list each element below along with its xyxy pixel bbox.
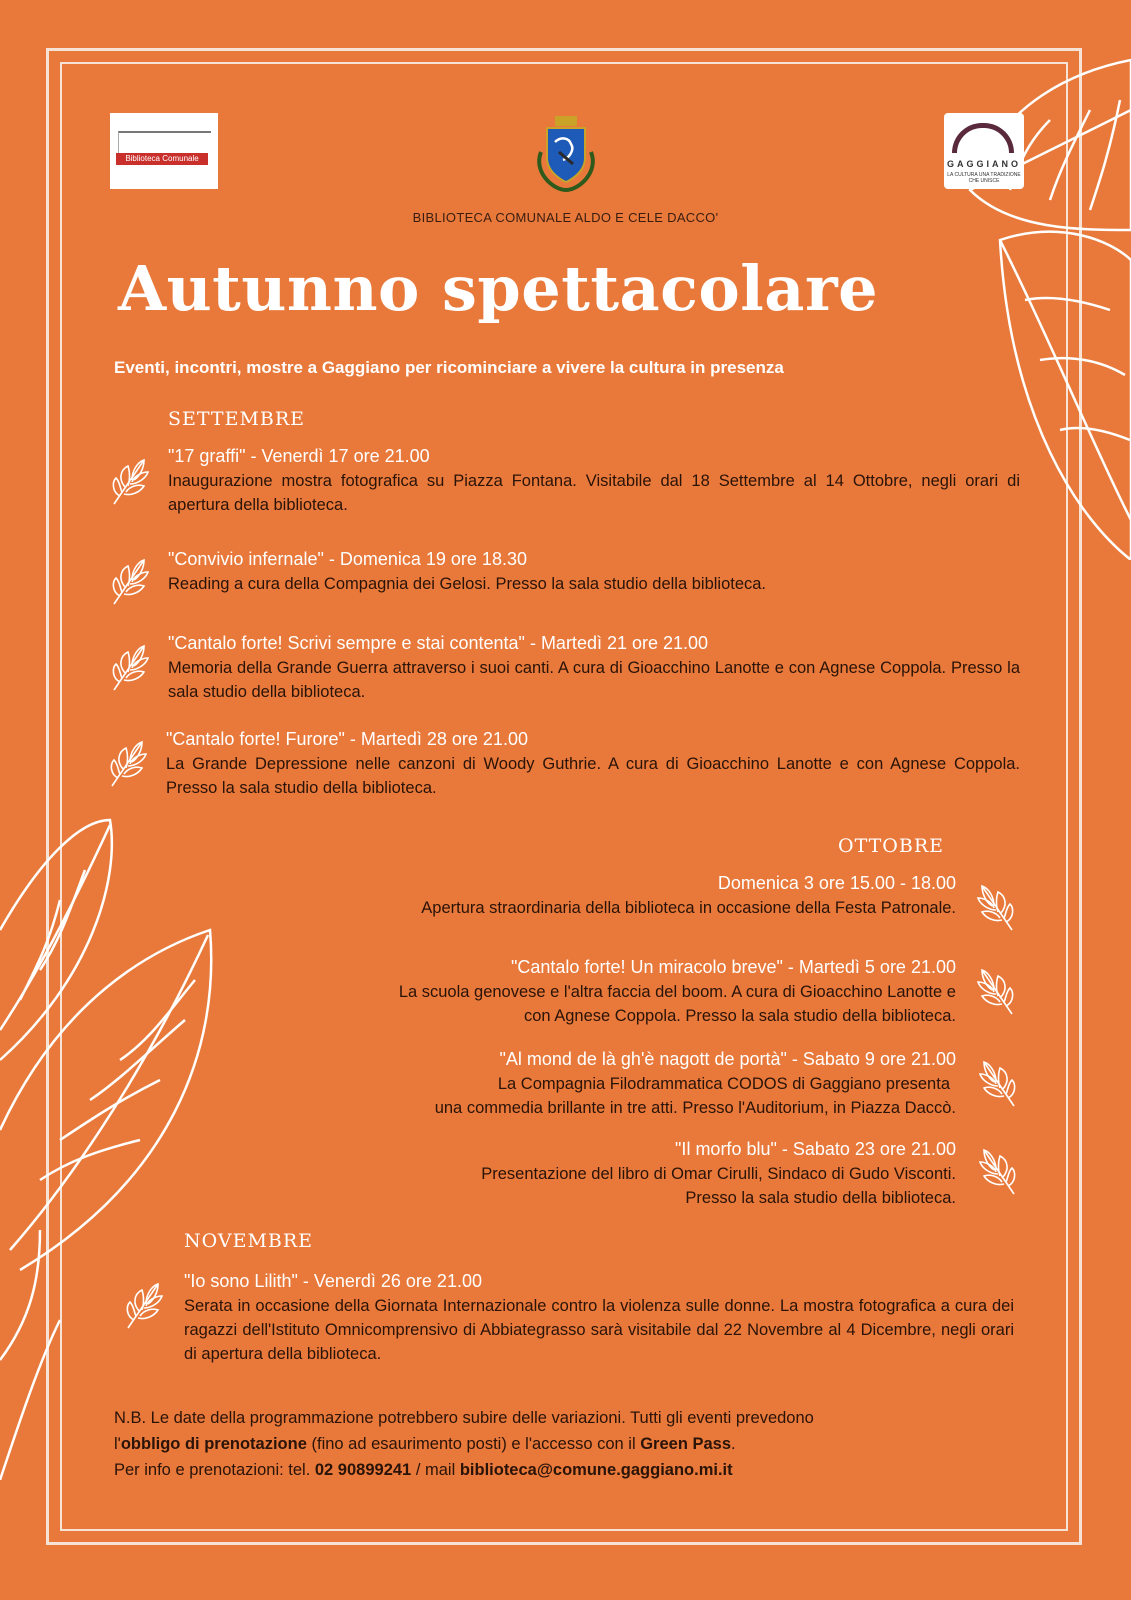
footer-text: Per info e prenotazioni: tel. [114, 1461, 315, 1479]
event-title: "17 graffi" - Venerdì 17 ore 21.00 [168, 446, 430, 466]
event-title: "Io sono Lilith" - Venerdì 26 ore 21.00 [184, 1271, 482, 1291]
library-name: BIBLIOTECA COMUNALE ALDO E CELE DACCO' [412, 210, 719, 225]
footer-line-2 [114, 1431, 1019, 1457]
booking-required: obbligo di prenotazione [120, 1435, 307, 1453]
page-subtitle: Eventi, incontri, mostre a Gaggiano per ricominciare a vivere la cultura in presenza [114, 358, 784, 377]
biblioteca-logo-text: Biblioteca Comunale [116, 153, 208, 165]
event-description: Reading a cura della Compagnia dei Gelosi. Presso la sala studio della biblioteca. [168, 575, 767, 593]
event-ottobre-1 [300, 870, 956, 920]
event-title: "Cantalo forte! Scrivi sempre e stai contenta" - Martedì 21 ore 21.00 [168, 633, 709, 653]
leaf-icon [108, 638, 150, 694]
event-description-line-1: La scuola genovese e l'altra faccia del boom. A cura di Gioacchino Lanotte e [398, 983, 956, 1001]
month-heading-settembre: SETTEMBRE [168, 408, 306, 430]
event-novembre-1 [184, 1268, 1014, 1366]
footer-text: / mail [411, 1461, 460, 1479]
event-settembre-4 [166, 726, 1020, 800]
footer-notes [114, 1405, 1019, 1483]
event-description: Memoria della Grande Guerra attraverso i suoi canti. A cura di Gioacchino Lanotte e con Agnese Coppola. Presso la sala studio della biblioteca. [168, 659, 1020, 701]
leaf-icon [108, 552, 150, 608]
event-description: Inaugurazione mostra fotografica su Piazza Fontana. Visitabile dal 18 Settembre al 14 Ottobre, negli orari di apertura della biblioteca. [168, 472, 1020, 514]
event-description-line-1: Presentazione del libro di Omar Cirulli, Sindaco di Gudo Visconti. [481, 1165, 956, 1183]
leaf-icon [106, 734, 148, 790]
page-title: Autunno spettacolare [118, 252, 879, 325]
leaf-icon [976, 878, 1018, 934]
month-heading-ottobre: OTTOBRE [838, 835, 944, 857]
green-pass: Green Pass [640, 1435, 732, 1453]
footer-text: l' [114, 1435, 121, 1453]
leaf-icon [976, 962, 1018, 1018]
event-ottobre-2 [300, 954, 956, 1028]
coat-of-arms-icon [533, 112, 599, 192]
event-description: Serata in occasione della Giornata Internazionale contro la violenza sulle donne. La mostra fotografica a cura dei ragazzi dell'Istituto Omnicomprensivo di Abbiategrasso sarà visitabile dal 22 Novembre al 4 Dicembre, negli orari di apertura della biblioteca. [184, 1297, 1014, 1363]
event-description-line-1: La Compagnia Filodrammatica CODOS di Gaggiano presenta [497, 1075, 950, 1093]
event-title: "Al mond de là gh'è nagott de portà" - Sabato 9 ore 21.00 [499, 1049, 956, 1069]
event-title: "Cantalo forte! Un miracolo breve" - Martedì 5 ore 21.00 [511, 957, 956, 977]
event-description: La Grande Depressione nelle canzoni di Woody Guthrie. A cura di Gioacchino Lanotte e con Agnese Coppola. Presso la sala studio della biblioteca. [166, 755, 1020, 797]
event-description: Apertura straordinaria della biblioteca in occasione della Festa Patronale. [421, 899, 956, 917]
event-ottobre-3 [300, 1046, 956, 1120]
event-description-line-2: Presso la sala studio della biblioteca. [685, 1189, 956, 1207]
event-settembre-2 [168, 546, 1020, 596]
event-title: "Convivio infernale" - Domenica 19 ore 18.30 [168, 549, 527, 569]
event-description-line-2: una commedia brillante in tre atti. Presso l'Auditorium, in Piazza Daccò. [434, 1099, 956, 1117]
footer-text: (fino ad esaurimento posti) e l'accesso con il [306, 1435, 641, 1453]
event-title: Domenica 3 ore 15.00 - 18.00 [717, 873, 956, 893]
gaggiano-logo-sub: LA CULTURA UNA TRADIZIONE CHE UNISCE [947, 172, 1021, 184]
event-description-line-2: con Agnese Coppola. Presso la sala studio della biblioteca. [523, 1007, 956, 1025]
footer-text: . [731, 1435, 736, 1453]
gaggiano-logo [944, 113, 1024, 189]
email-address[interactable]: biblioteca@comune.gaggiano.mi.it [459, 1461, 733, 1479]
leaf-icon [978, 1054, 1020, 1110]
biblioteca-logo [110, 113, 218, 189]
footer-line-1: N.B. Le date della programmazione potrebbero subire delle variazioni. Tutti gli eventi prevedono [114, 1409, 814, 1427]
event-title: "Cantalo forte! Furore" - Martedì 28 ore 21.00 [166, 729, 528, 749]
footer-line-3 [114, 1457, 1019, 1483]
event-settembre-3 [168, 630, 1020, 704]
event-settembre-1 [168, 443, 1020, 517]
event-ottobre-4 [300, 1136, 956, 1210]
leaf-icon [108, 452, 150, 508]
event-title: "Il morfo blu" - Sabato 23 ore 21.00 [675, 1139, 956, 1159]
month-heading-novembre: NOVEMBRE [184, 1230, 314, 1252]
leaf-icon [978, 1142, 1020, 1198]
leaf-icon [122, 1276, 164, 1332]
gaggiano-logo-name: GAGGIANO [946, 159, 1021, 169]
phone-number: 02 90899241 [314, 1461, 412, 1479]
gaggiano-arch-icon [952, 123, 1014, 153]
